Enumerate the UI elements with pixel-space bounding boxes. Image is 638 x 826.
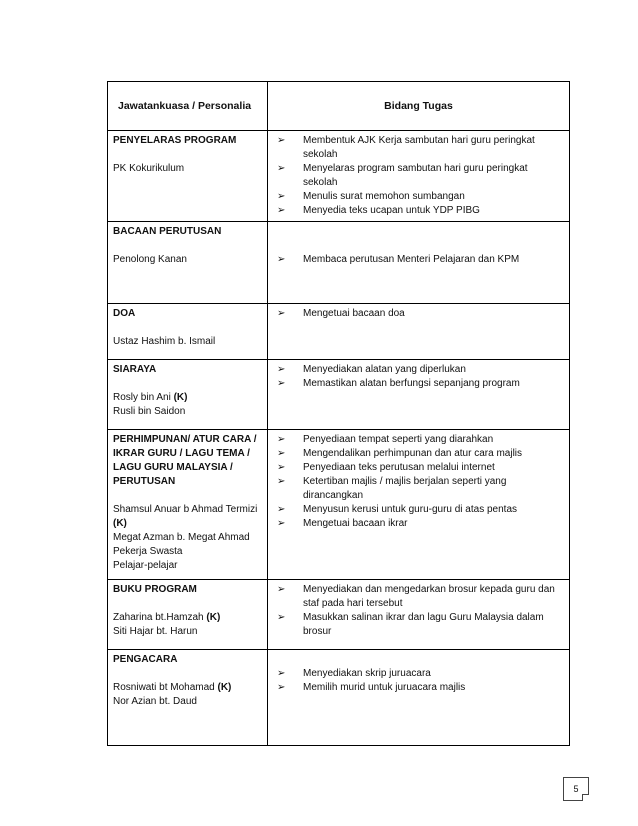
- page-number: 5: [563, 777, 589, 801]
- duty-item: ➢ Membentuk AJK Kerja sambutan hari guru peringkat sekolah: [273, 134, 564, 162]
- committee-cell: [108, 360, 268, 430]
- committee-member: [113, 695, 262, 709]
- duty-item: ➢ Menulis surat memohon sumbangan: [273, 190, 564, 204]
- duties-cell: [268, 580, 570, 650]
- member-name: Rusli bin Saidon: [113, 406, 186, 417]
- duty-item: ➢ Ketertiban majlis / majlis berjalan seperti yang dirancangkan: [273, 475, 564, 503]
- committee-member: [113, 162, 262, 176]
- committee-role: BACAAN PERUTUSAN: [113, 226, 222, 237]
- committee-member: [113, 531, 262, 545]
- committee-cell: [108, 430, 268, 580]
- committee-member: [113, 625, 262, 639]
- committee-member: [113, 253, 262, 267]
- duty-item: ➢ Mengetuai bacaan ikrar: [273, 517, 564, 531]
- committee-role: PENYELARAS PROGRAM: [113, 135, 237, 146]
- member-name: Rosly bin Ani: [113, 392, 171, 403]
- committee-cell: [108, 304, 268, 360]
- member-name: Siti Hajar bt. Harun: [113, 626, 198, 637]
- spacer: [113, 239, 262, 253]
- committee-member: [113, 559, 262, 573]
- table-row: [108, 360, 570, 430]
- member-name: PK Kokurikulum: [113, 163, 185, 174]
- committee-cell: [108, 131, 268, 222]
- duty-item: ➢ Menyediakan alatan yang diperlukan: [273, 363, 564, 377]
- committee-member: [113, 405, 262, 419]
- spacer: [113, 489, 262, 503]
- table-row: [108, 430, 570, 580]
- committee-role: BUKU PROGRAM: [113, 584, 197, 595]
- table-row: [108, 131, 570, 222]
- duty-item: ➢ Menyelaras program sambutan hari guru peringkat sekolah: [273, 162, 564, 190]
- duty-item: ➢ Membaca perutusan Menteri Pelajaran dan KPM: [273, 253, 564, 267]
- duties-list: [273, 433, 564, 531]
- committee-role: SIARAYA: [113, 364, 157, 375]
- member-name: Rosniwati bt Mohamad: [113, 682, 215, 693]
- duty-item: ➢ Menyediakan dan mengedarkan brosur kepada guru dan staf pada hari tersebut: [273, 583, 564, 611]
- leader-mark: (K): [206, 612, 221, 623]
- duty-item: ➢ Menyusun kerusi untuk guru-guru di atas pentas: [273, 503, 564, 517]
- header-committee: Jawatankuasa / Personalia: [108, 82, 268, 131]
- duty-item: ➢ Mengetuai bacaan doa: [273, 307, 564, 321]
- committee-cell: [108, 580, 268, 650]
- duties-cell: [268, 360, 570, 430]
- committee-role: PENGACARA: [113, 654, 178, 665]
- leader-mark: (K): [113, 518, 127, 529]
- committee-member: [113, 545, 262, 559]
- committee-member: [113, 611, 262, 625]
- table-row: [108, 222, 570, 304]
- duties-list: [273, 363, 564, 391]
- member-name: Shamsul Anuar b Ahmad Termizi: [113, 504, 258, 515]
- committee-role: PERHIMPUNAN/ ATUR CARA / IKRAR GURU / LAGU TEMA / LAGU GURU MALAYSIA / PERUTUSAN: [113, 434, 257, 487]
- member-name: Ustaz Hashim b. Ismail: [113, 336, 216, 347]
- table-row: [108, 650, 570, 746]
- committee-member: [113, 503, 262, 531]
- duties-list: [273, 134, 564, 218]
- spacer: [113, 377, 262, 391]
- duties-cell: [268, 650, 570, 746]
- committee-member: [113, 335, 262, 349]
- committee-table: [107, 81, 570, 746]
- spacer: [113, 321, 262, 335]
- duties-list: [273, 653, 564, 695]
- committee-member: [113, 681, 262, 695]
- spacer: [113, 597, 262, 611]
- duty-item: ➢ Menyedia teks ucapan untuk YDP PIBG: [273, 204, 564, 218]
- spacer: [113, 667, 262, 681]
- duty-item: ➢ Masukkan salinan ikrar dan lagu Guru Malaysia dalam brosur: [273, 611, 564, 639]
- committee-cell: [108, 650, 268, 746]
- duty-item: ➢ Memastikan alatan berfungsi sepanjang program: [273, 377, 564, 391]
- duties-cell: [268, 222, 570, 304]
- spacer: [113, 148, 262, 162]
- table-row: [108, 580, 570, 650]
- table-header: [108, 82, 570, 131]
- duty-item: ➢ Memilih murid untuk juruacara majlis: [273, 681, 564, 695]
- member-name: Pelajar-pelajar: [113, 560, 178, 571]
- duties-cell: [268, 430, 570, 580]
- member-name: Nor Azian bt. Daud: [113, 696, 197, 707]
- committee-cell: [108, 222, 268, 304]
- committee-member: [113, 391, 262, 405]
- leader-mark: (K): [173, 392, 188, 403]
- leader-mark: (K): [217, 682, 232, 693]
- member-name: Megat Azman b. Megat Ahmad: [113, 532, 250, 543]
- member-name: Zaharina bt.Hamzah: [113, 612, 204, 623]
- duties-cell: [268, 304, 570, 360]
- duties-list: [273, 307, 564, 321]
- committee-role: DOA: [113, 308, 136, 319]
- duties-cell: [268, 131, 570, 222]
- duties-list: [273, 583, 564, 639]
- header-duties: Bidang Tugas: [268, 82, 570, 131]
- duty-item: ➢ Mengendalikan perhimpunan dan atur cara majlis: [273, 447, 564, 461]
- member-name: Pekerja Swasta: [113, 546, 183, 557]
- duty-item: ➢ Penyediaan teks perutusan melalui internet: [273, 461, 564, 475]
- member-name: Penolong Kanan: [113, 254, 187, 265]
- table-row: [108, 304, 570, 360]
- duty-item: ➢ Menyediakan skrip juruacara: [273, 667, 564, 681]
- duty-item: ➢ Penyediaan tempat seperti yang diarahkan: [273, 433, 564, 447]
- duties-list: [273, 225, 564, 267]
